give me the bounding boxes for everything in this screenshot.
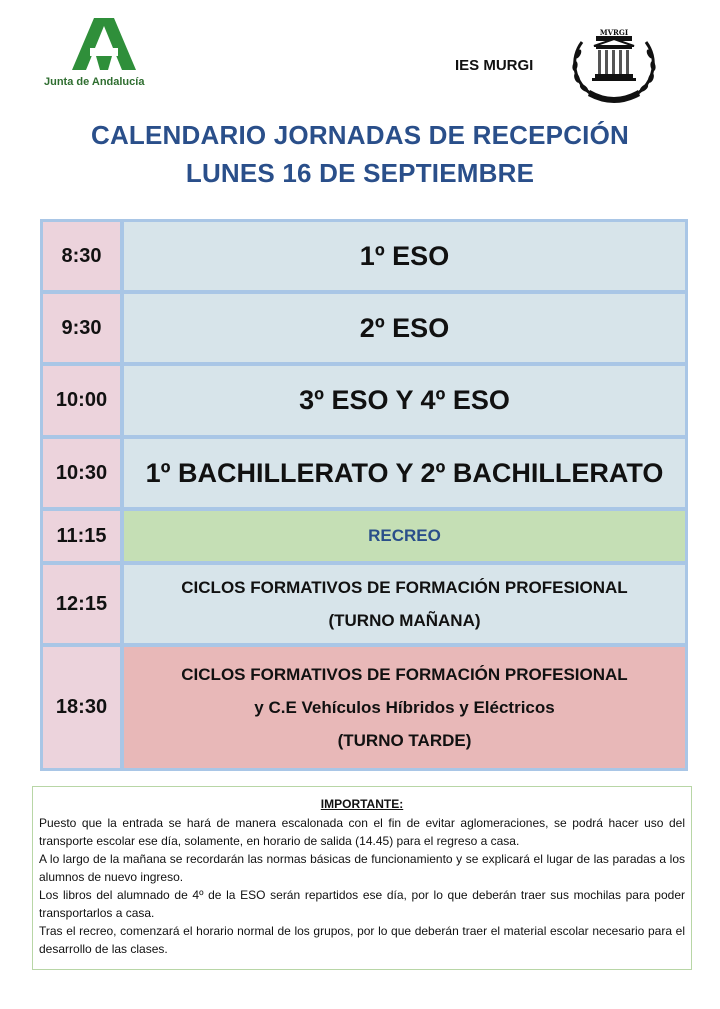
schedule-time: 8:30 <box>43 222 120 290</box>
schedule-group <box>124 222 685 290</box>
schedule-group-label: 3º ESO Y 4º ESO <box>299 385 510 415</box>
schedule-time: 12:15 <box>43 565 120 643</box>
page-subtitle-date: LUNES 16 DE SEPTIEMBRE <box>185 158 535 188</box>
schedule-group-shift: (TURNO TARDE) <box>337 731 472 750</box>
schedule-row <box>43 222 685 290</box>
schedule-group-label: 2º ESO <box>359 312 450 343</box>
schedule-row <box>43 366 685 435</box>
schedule-break <box>124 511 685 561</box>
schedule-group-label: 1º BACHILLERATO Y 2º BACHILLERATO <box>145 457 664 488</box>
schedule-row <box>43 565 685 643</box>
school-name: IES MURGI <box>455 57 534 74</box>
schedule-group <box>124 647 685 768</box>
schedule-time: 10:30 <box>43 439 120 507</box>
schedule-time: 11:15 <box>43 511 120 561</box>
schedule-group-label: CICLOS FORMATIVOS DE FORMACIÓN PROFESIONAL <box>181 578 628 597</box>
junta-andalucia-a-icon <box>72 18 136 70</box>
schedule-table <box>40 219 688 771</box>
important-notice <box>32 786 692 970</box>
schedule-time: 10:00 <box>43 366 120 435</box>
notice-paragraph: A lo largo de la mañana se recordarán las normas básicas de funcionamiento y se explicará el lugar de las paradas a los alumnos de nuevo ingreso. <box>39 852 685 884</box>
schedule-time: 18:30 <box>43 647 120 768</box>
notice-heading: IMPORTANTE: <box>320 797 404 811</box>
notice-paragraph: Los libros del alumnado de 4º de la ESO serán repartidos ese día, por lo que deberán traer sus mochilas para poder transportarlos a casa. <box>39 888 685 920</box>
schedule-group-label: CICLOS FORMATIVOS DE FORMACIÓN PROFESIONAL <box>181 665 628 684</box>
schedule-group-shift: (TURNO MAÑANA) <box>328 611 481 630</box>
schedule-row <box>43 439 685 507</box>
page-title: CALENDARIO JORNADAS DE RECEPCIÓN <box>90 120 629 150</box>
schedule-break-label: RECREO <box>368 526 441 545</box>
schedule-row-break <box>43 511 685 561</box>
schedule-group <box>124 294 685 362</box>
schedule-group <box>124 366 685 435</box>
junta-andalucia-logo <box>40 18 170 93</box>
schedule-row <box>43 294 685 362</box>
seal-text: MVRGI <box>599 28 629 37</box>
school-seal-icon <box>568 24 660 106</box>
schedule-group-label: 1º ESO <box>359 240 450 271</box>
school-seal-logo <box>568 24 660 106</box>
schedule-group <box>124 565 685 643</box>
schedule-group <box>124 439 685 507</box>
schedule-time: 9:30 <box>43 294 120 362</box>
notice-paragraph: Puesto que la entrada se hará de manera escalonada con el fin de evitar aglomeraciones, se podrá hacer uso del transporte escolar ese día, solamente, en horario de salida (14.45) para el regreso a casa. <box>39 816 685 848</box>
notice-paragraph: Tras el recreo, comenzará el horario normal de los grupos, por lo que deberán traer el material escolar necesario para el desarrollo de las clases. <box>39 924 685 956</box>
schedule-group-sublabel: y C.E Vehículos Híbridos y Eléctricos <box>254 698 555 717</box>
schedule-row-afternoon <box>43 647 685 768</box>
junta-andalucia-text: Junta de Andalucía <box>44 76 145 88</box>
